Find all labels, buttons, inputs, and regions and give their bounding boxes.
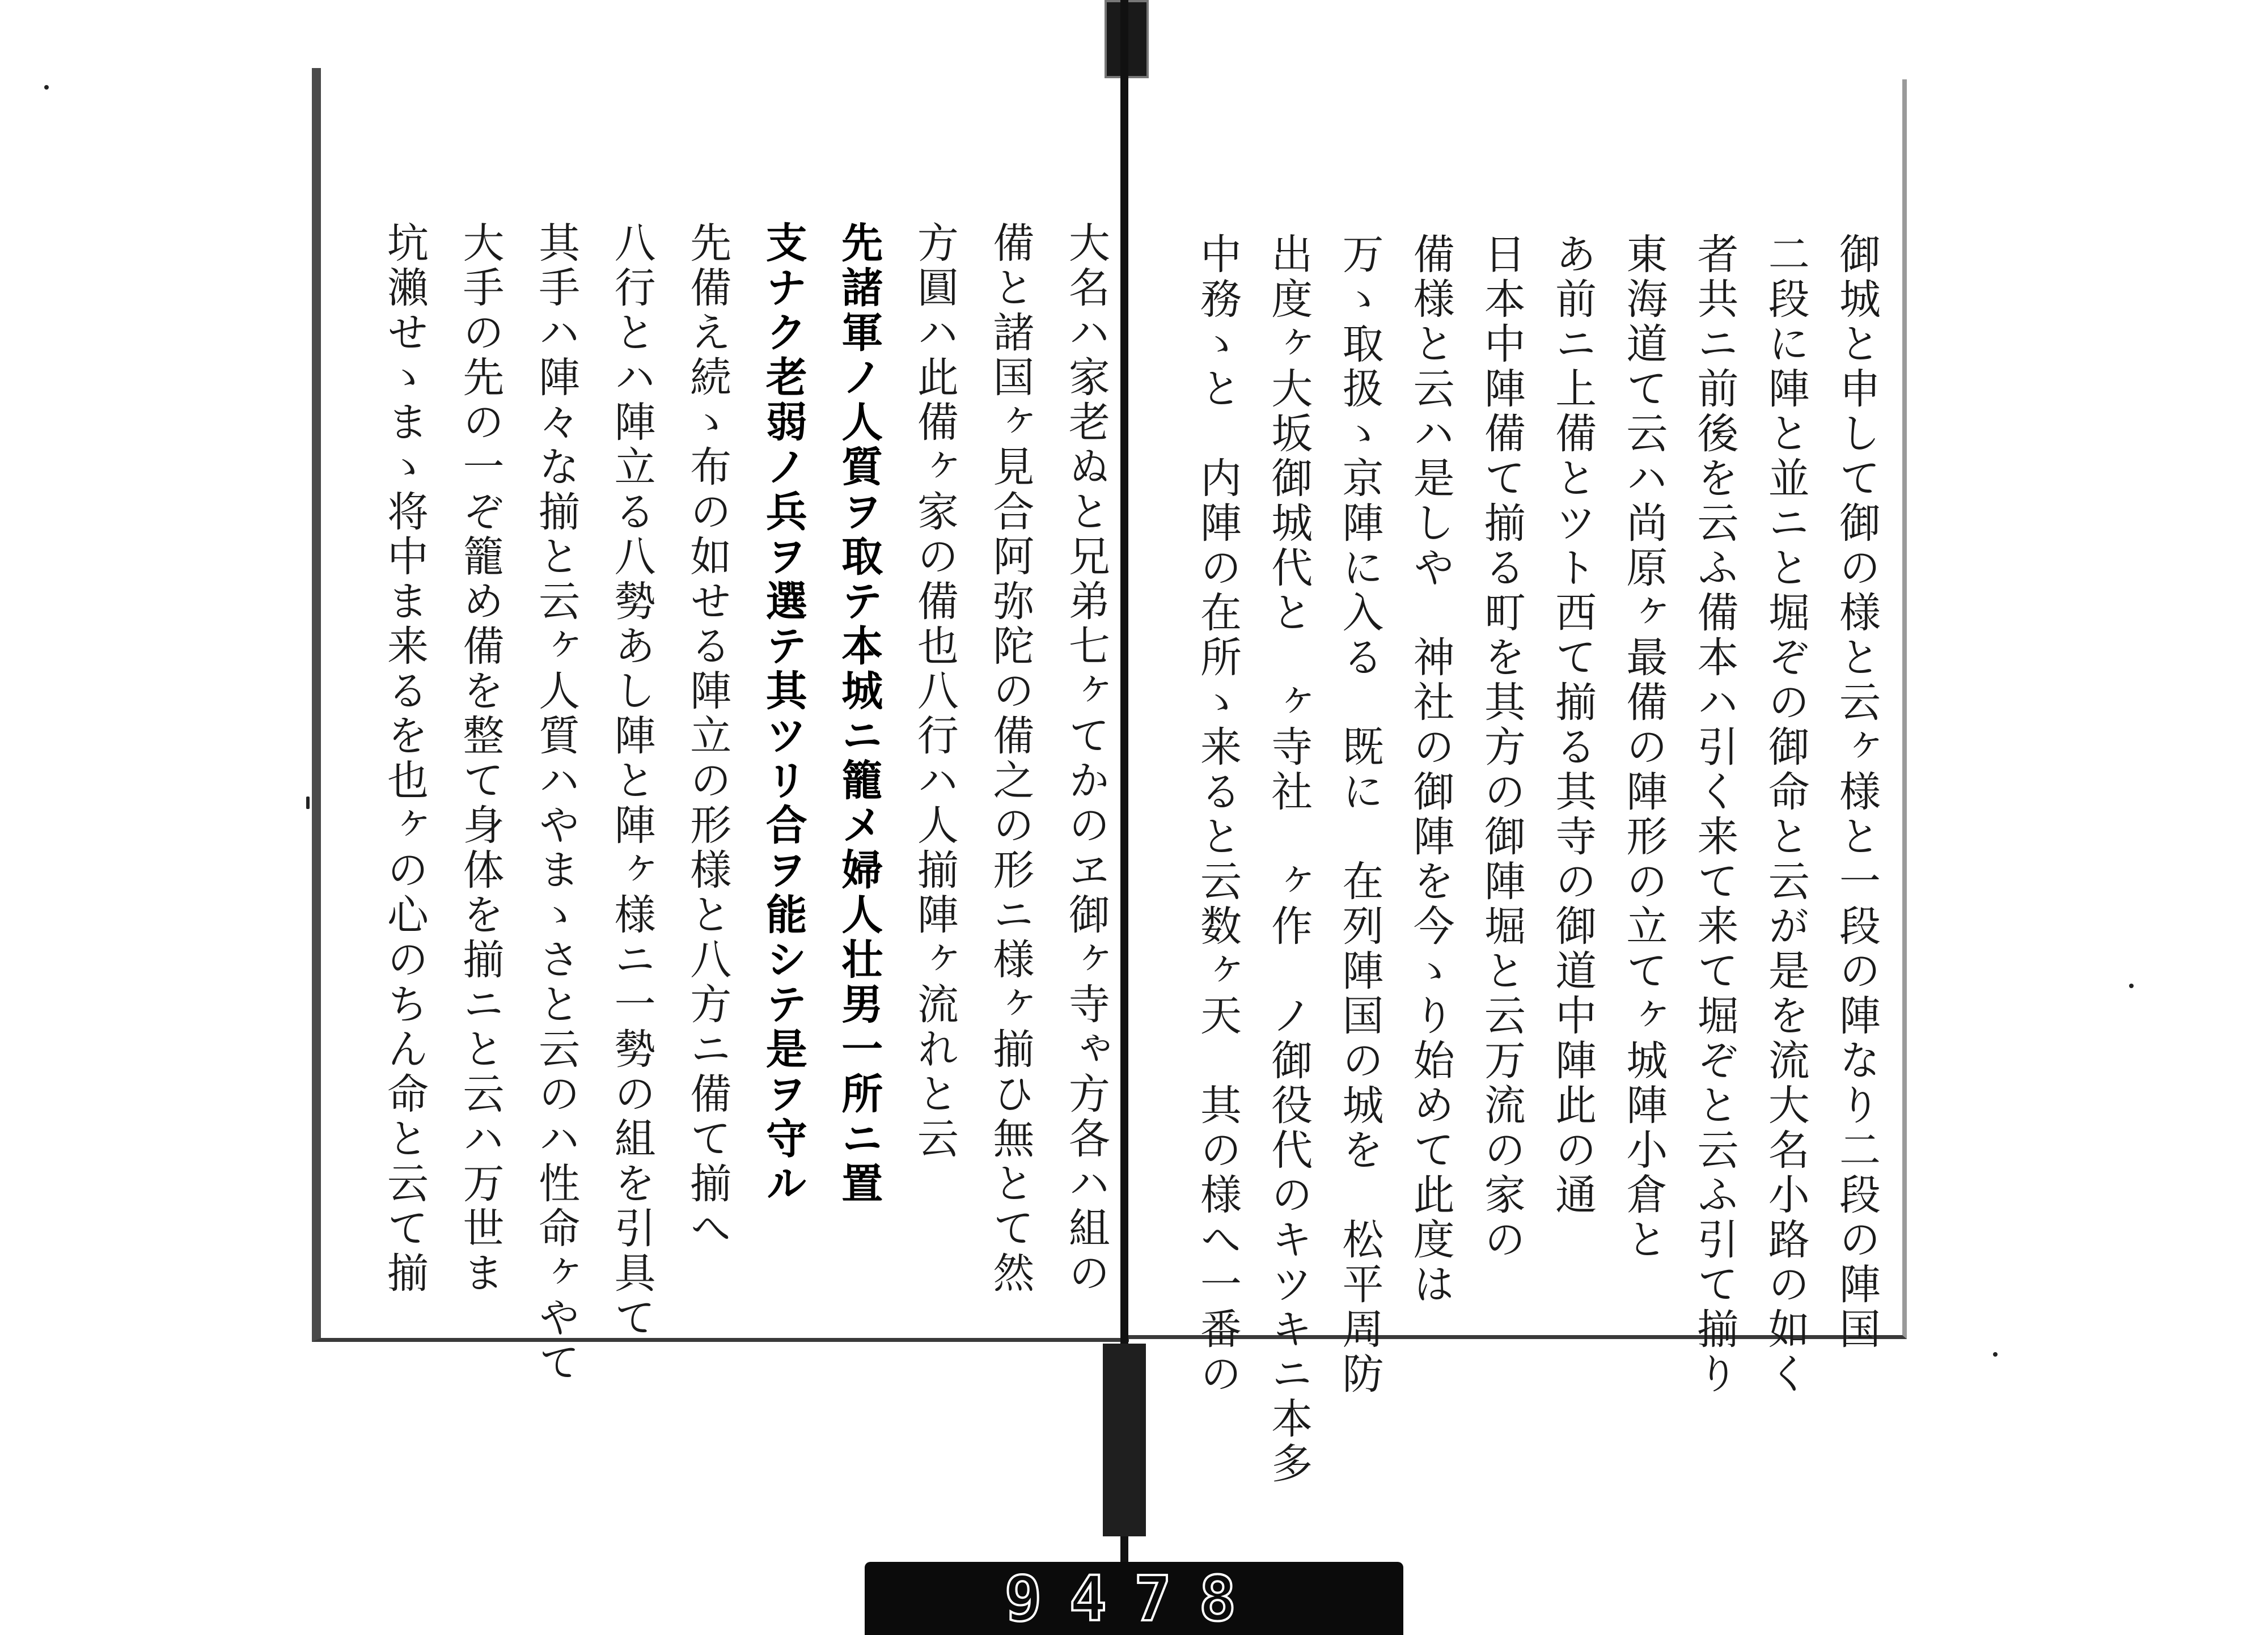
left-page-column: 支ナク老弱ノ兵ヲ選テ其ツリ合ヲ能シテ是ヲ守ル [758, 221, 807, 1206]
right-page-column: 出度ヶ大坂御城代と ヶ寺社 ヶ作 ノ御役代のキツキニ本多 [1264, 232, 1313, 1486]
left-page [312, 68, 1129, 1386]
right-page-column: 中務ゝと 内陣の在所ゝ来ると云数ヶ天 其の様へ一番の [1193, 232, 1241, 1397]
left-page-column: 方圓ハ此備ヶ家の備也八行ハ人揃陣ヶ流れと云 [909, 221, 958, 1162]
right-page-column: 東海道て云ハ尚原ヶ最備の陣形の立てヶ城陣小倉と [1619, 232, 1668, 1263]
left-page-column: 備と諸国ヶ見合阿弥陀の備之の形ニ様ヶ揃ひ無とて然 [985, 221, 1034, 1296]
right-page-column: 二段に陣と並ニと堀ぞの御命と云が是を流大名小路の如く [1761, 232, 1809, 1397]
frame-number: 9478 [1004, 1562, 1264, 1635]
left-page-column: 大手の先の一ぞ籠め備を整て身体を揃ニと云ハ万世ま [455, 221, 504, 1296]
right-page [1128, 79, 1907, 1486]
right-page-column: 者共ニ前後を云ふ備本ハ引く来て来て堀ぞと云ふ引て揃り [1690, 232, 1738, 1397]
left-page-column: 其手ハ陣々な揃と云ヶ人質ハやまゝさと云のハ性命ヶやて [531, 221, 580, 1386]
right-page-column: 御城と申して御の様と云ヶ様と一段の陣なり二段の陣国 [1831, 232, 1880, 1352]
left-page-column: 大名ハ家老ぬと兄弟七ヶてかのヱ御ヶ寺ゃ方各ハ組の [1061, 221, 1110, 1296]
scan-speck [306, 797, 310, 809]
right-page-column: 備様と云ハ是しや 神社の御陣を今ゝり始めて此度は [1406, 232, 1454, 1307]
spine-clip-bottom [1103, 1344, 1146, 1536]
left-page-column: 坑瀨せゝまゝ将中ま来るを也ヶの心のちん命と云て揃 [380, 221, 428, 1296]
frame-number-plate [865, 1562, 1403, 1635]
right-page-column: あ前ニ上備とツト西て揃る其寺の御道中陣此の通 [1548, 232, 1597, 1218]
left-page-column: 八行とハ陣立る八勢あし陣と陣ヶ様ニ一勢の組を引具て [607, 221, 655, 1341]
left-page-text [380, 221, 1110, 1386]
scan-speck [44, 85, 49, 90]
left-page-column: 先備え続ゝ布の如せる陣立の形様と八方ニ備て揃へ [683, 221, 731, 1251]
left-page-column: 先諸軍ノ人質ヲ取テ本城ニ籠メ婦人壮男一所ニ置 [834, 221, 883, 1206]
right-page-column: 万ゝ取扱ゝ京陣に入る 既に 在列陣国の城を 松平周防 [1335, 232, 1383, 1397]
right-page-column: 日本中陣備て揃る町を其方の御陣堀と云万流の家の [1476, 232, 1525, 1263]
scan-speck [1993, 1352, 1998, 1357]
right-page-text [1193, 232, 1880, 1486]
scan-speck [2129, 984, 2134, 988]
